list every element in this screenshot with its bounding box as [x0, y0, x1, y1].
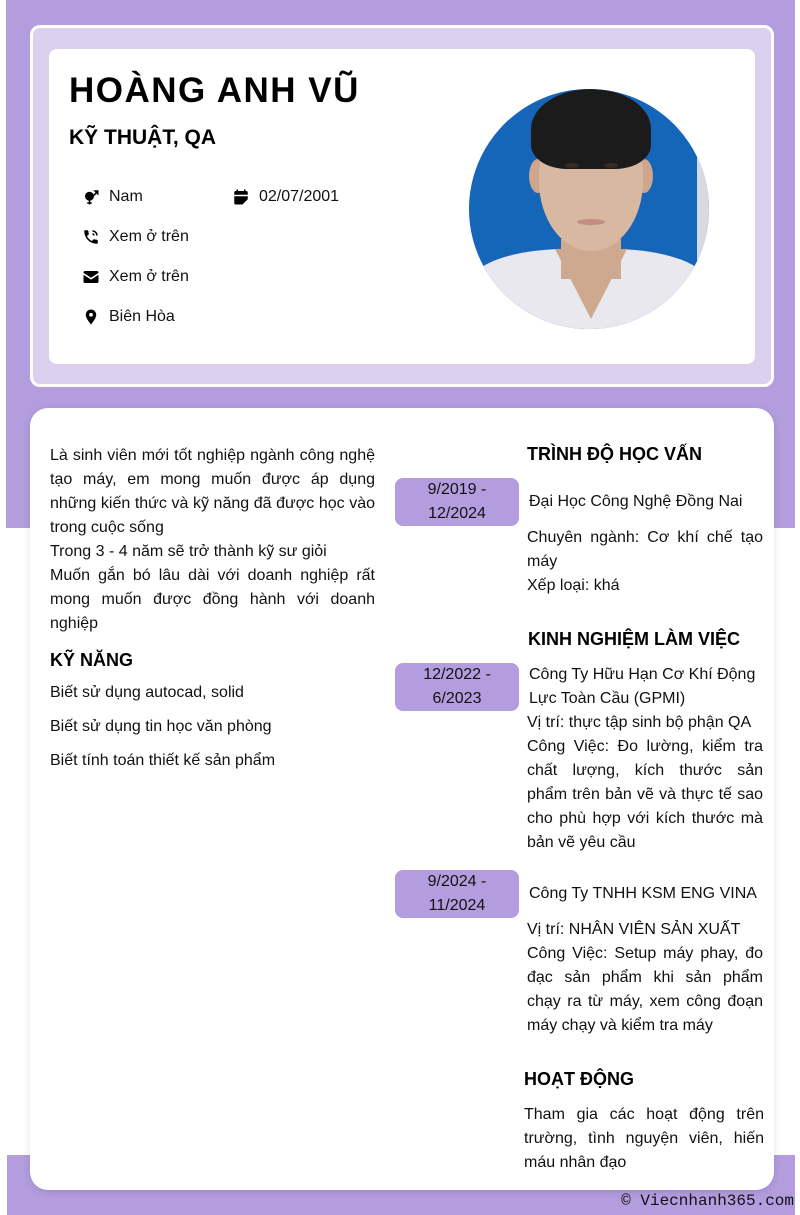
- objective-paragraph: Trong 3 - 4 năm sẽ trở thành kỹ sư giỏi: [50, 543, 327, 560]
- copyright-footer: © Viecnhanh365.com: [621, 1192, 794, 1210]
- date-start: 9/2024 -: [427, 873, 487, 890]
- experience-details: [527, 918, 763, 1038]
- date-start: 9/2019 -: [427, 481, 487, 498]
- experience-details: [527, 711, 763, 855]
- experience-title: KINH NGHIỆM LÀM VIỆC: [528, 629, 741, 649]
- objective-paragraph: Muốn gắn bó lâu dài với doanh nghiệp rất mong muốn được đồng hành với doanh nghiệp: [50, 567, 375, 632]
- education-date-badge: [395, 478, 519, 526]
- career-objective: [50, 444, 375, 636]
- location-value: Biên Hòa: [109, 308, 175, 325]
- calendar-icon: [231, 187, 251, 207]
- education-grade: Xếp loại: khá: [527, 577, 620, 594]
- candidate-role: KỸ THUẬT, QA: [69, 126, 216, 149]
- objective-paragraph: Là sinh viên mới tốt nghiệp ngành công nghệ tạo máy, em mong muốn được áp dụng những kiến thức và kỹ năng đã được học vào trong cuộc sống: [50, 447, 375, 536]
- experience-position: Vị trí: NHÂN VIÊN SẢN XUẤT: [527, 921, 741, 938]
- experience-company: Công Ty TNHH KSM ENG VINA: [529, 885, 757, 902]
- phone-icon: [81, 227, 101, 247]
- main-content-card: [30, 408, 774, 1190]
- info-gender: [81, 187, 143, 207]
- email-value[interactable]: Xem ở trên: [109, 268, 189, 285]
- candidate-name: HOÀNG ANH VŨ: [69, 71, 360, 110]
- date-end: 6/2023: [432, 690, 482, 707]
- education-major: Chuyên ngành: Cơ khí chế tạo máy: [527, 529, 763, 570]
- activities-text: Tham gia các hoạt động trên trường, tình nguyện viên, hiến máu nhân đạo: [524, 1106, 764, 1171]
- header-section: [30, 25, 774, 387]
- experience-date-badge: [395, 663, 519, 711]
- envelope-icon: [81, 267, 101, 287]
- info-birthday: [231, 187, 339, 207]
- gender-icon: [81, 187, 101, 207]
- date-start: 12/2022 -: [423, 666, 491, 683]
- skill-item: Biết sử dụng autocad, solid: [50, 684, 244, 701]
- experience-company: Công Ty Hữu Hạn Cơ Khí Động Lực Toàn Cầu (GPMI): [529, 666, 756, 707]
- skill-item: Biết sử dụng tin học văn phòng: [50, 718, 272, 735]
- date-end: 12/2024: [428, 505, 486, 522]
- experience-work: Công Việc: Đo lường, kiểm tra chất lượng, kích thước sản phẩm trên bản vẽ và thực tế sao cho phù hợp với kích thước mà bản vẽ yêu cầu: [527, 738, 763, 851]
- info-location: [81, 307, 175, 327]
- education-school: Đại Học Công Nghệ Đồng Nai: [529, 493, 743, 510]
- experience-position: Vị trí: thực tập sinh bộ phận QA: [527, 714, 752, 731]
- experience-work: Công Việc: Setup máy phay, đo đạc sản phẩm khi sản phẩm chạy ra từ máy, xem công đoạn máy chạy và kiểm tra máy: [527, 945, 763, 1034]
- info-phone: [81, 227, 189, 247]
- education-title: TRÌNH ĐỘ HỌC VẤN: [527, 444, 702, 464]
- header-card: [49, 49, 755, 364]
- date-end: 11/2024: [428, 897, 486, 914]
- skills-title: KỸ NĂNG: [50, 650, 134, 670]
- gender-value: Nam: [109, 188, 143, 205]
- experience-date-badge: [395, 870, 519, 918]
- phone-value[interactable]: Xem ở trên: [109, 228, 189, 245]
- birthday-value: 02/07/2001: [259, 188, 340, 205]
- education-details: [527, 526, 763, 598]
- skill-item: Biết tính toán thiết kế sản phẩm: [50, 752, 276, 769]
- info-email: [81, 267, 189, 287]
- activities-title: HOẠT ĐỘNG: [524, 1069, 634, 1089]
- avatar: [469, 89, 709, 329]
- map-pin-icon: [81, 307, 101, 327]
